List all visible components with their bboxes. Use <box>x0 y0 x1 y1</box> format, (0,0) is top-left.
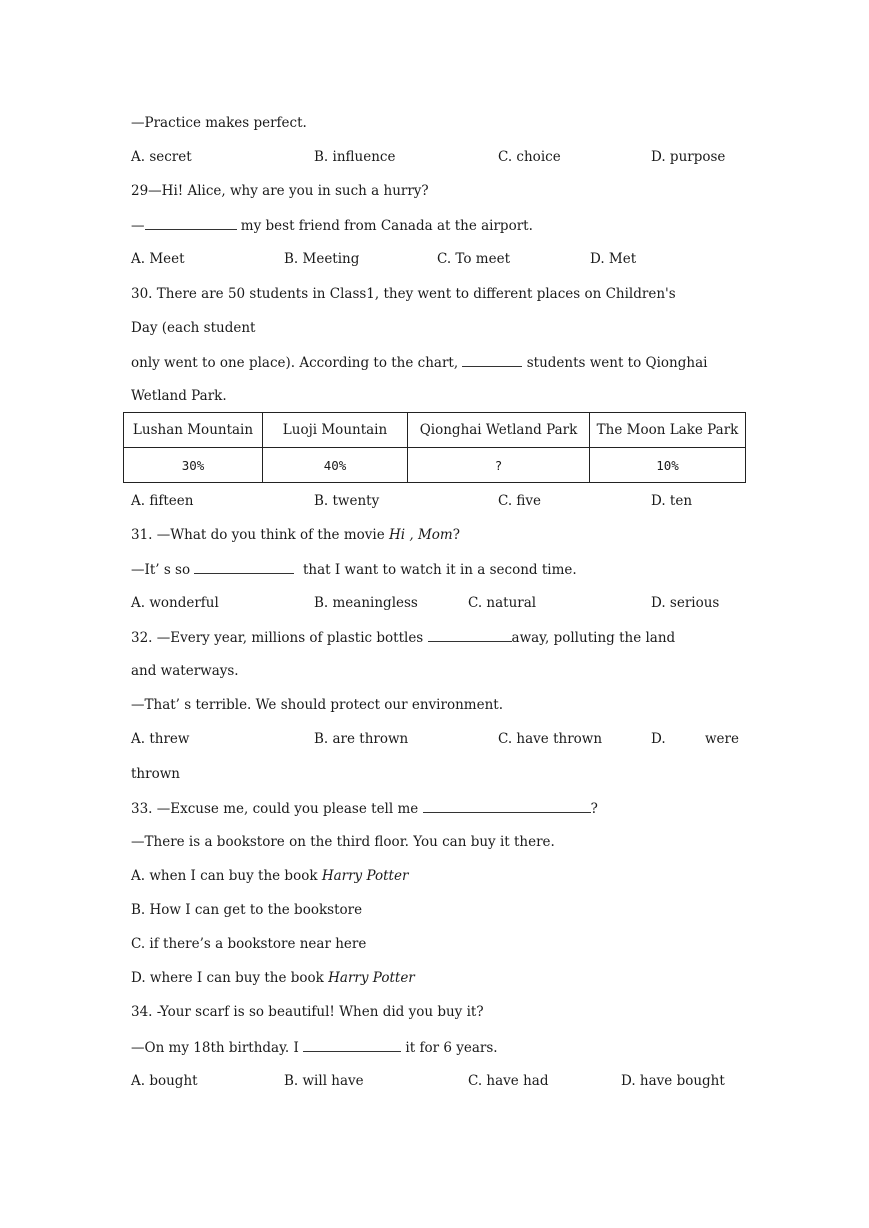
table-header-cell: The Moon Lake Park <box>590 413 746 448</box>
q32-reply: —That’ s terrible. We should protect our environment. <box>131 697 503 713</box>
q31-answer-blank <box>194 560 294 574</box>
q33-option-d-book: Harry Potter <box>328 970 415 986</box>
q30-line-3-suffix: students went to Qionghai <box>522 355 708 371</box>
q32-line-1 <box>131 628 675 647</box>
table-header-row <box>124 413 746 448</box>
q29-option-a: A. Meet <box>131 251 185 267</box>
q32-line-1-suffix: away, polluting the land <box>511 630 676 646</box>
q34-answer-blank <box>303 1038 401 1052</box>
table-header-cell: Luoji Mountain <box>263 413 408 448</box>
q34-option-a: A. bought <box>131 1073 198 1089</box>
q32-option-b: B. are thrown <box>314 731 409 747</box>
q33-option-d-text: D. where I can buy the book <box>131 970 329 986</box>
q31-reply-prefix: —It’ s so <box>131 562 195 578</box>
q30-line-1: 30. There are 50 students in Class1, they went to different places on Children's <box>131 286 676 302</box>
q33-option-a-text: A. when I can buy the book <box>131 868 322 884</box>
q30-option-c: C. five <box>498 493 542 509</box>
q28-option-d: D. purpose <box>651 149 726 165</box>
table-value-cell: 40% <box>263 448 408 483</box>
q30-line-3-prefix: only went to one place). According to the chart, <box>131 355 463 371</box>
q31-option-c: C. natural <box>468 595 537 611</box>
table-value-cell: 30% <box>124 448 263 483</box>
q33-answer-blank <box>423 799 591 813</box>
q30-percentage-table <box>123 412 746 483</box>
q30-line-2: Day (each student <box>131 320 256 336</box>
q29-reply <box>131 216 533 235</box>
q33-question-prefix: 33. —Excuse me, could you please tell me <box>131 801 423 817</box>
q34-reply-suffix: it for 6 years. <box>401 1040 498 1056</box>
q33-question-suffix: ? <box>590 801 598 817</box>
q31-movie-title: Hi , Mom <box>388 527 453 543</box>
q34-option-b: B. will have <box>284 1073 364 1089</box>
q28-answer-line: —Practice makes perfect. <box>131 115 307 131</box>
q31-option-d: D. serious <box>651 595 720 611</box>
q32-option-d-text: were <box>705 731 739 747</box>
q32-option-a: A. threw <box>131 731 190 747</box>
q33-option-d <box>131 969 415 987</box>
q34-question: 34. -Your scarf is so beautiful! When did you buy it? <box>131 1004 484 1020</box>
q33-reply: —There is a bookstore on the third floor. You can buy it there. <box>131 834 555 850</box>
q32-answer-blank <box>428 628 512 642</box>
q31-question <box>131 526 460 544</box>
q31-reply-suffix: that I want to watch it in a second time. <box>294 562 577 578</box>
q31-option-a: A. wonderful <box>131 595 219 611</box>
q34-option-d: D. have bought <box>621 1073 725 1089</box>
q29-question: 29—Hi! Alice, why are you in such a hurry? <box>131 183 429 199</box>
q28-option-c: C. choice <box>498 149 561 165</box>
table-value-cell: ? <box>408 448 590 483</box>
q30-option-a: A. fifteen <box>131 493 194 509</box>
q30-option-b: B. twenty <box>314 493 380 509</box>
q30-line-4: Wetland Park. <box>131 388 227 404</box>
q29-reply-suffix: my best friend from Canada at the airport. <box>236 218 533 234</box>
table-value-row <box>124 448 746 483</box>
q29-reply-prefix: — <box>131 218 145 234</box>
q31-option-b: B. meaningless <box>314 595 418 611</box>
q32-line-2: and waterways. <box>131 663 239 679</box>
q33-option-b: B. How I can get to the bookstore <box>131 902 363 918</box>
q33-option-a-book: Harry Potter <box>321 868 409 884</box>
q31-question-suffix: ? <box>452 527 460 543</box>
table-header-cell: Lushan Mountain <box>124 413 263 448</box>
table-header-cell: Qionghai Wetland Park <box>408 413 590 448</box>
q29-answer-blank <box>145 216 237 230</box>
q29-option-c: C. To meet <box>437 251 511 267</box>
q30-line-3 <box>131 353 707 372</box>
q28-option-a: A. secret <box>131 149 192 165</box>
q34-reply-prefix: —On my 18th birthday. I <box>131 1040 304 1056</box>
q30-option-d: D. ten <box>651 493 693 509</box>
q33-option-c: C. if there’s a bookstore near here <box>131 936 367 952</box>
q32-option-d-letter: D. <box>651 731 666 747</box>
q32-option-c: C. have thrown <box>498 731 603 747</box>
q29-option-d: D. Met <box>590 251 637 267</box>
table-value-cell: 10% <box>590 448 746 483</box>
q30-answer-blank <box>462 353 522 367</box>
q31-question-prefix: 31. —What do you think of the movie <box>131 527 389 543</box>
q34-reply <box>131 1038 498 1057</box>
q32-option-d-wrap: thrown <box>131 766 180 782</box>
q28-option-b: B. influence <box>314 149 396 165</box>
q31-reply <box>131 560 577 579</box>
q34-option-c: C. have had <box>468 1073 549 1089</box>
q33-question <box>131 799 598 818</box>
q33-option-a <box>131 867 408 885</box>
q29-option-b: B. Meeting <box>284 251 360 267</box>
q32-line-1-prefix: 32. —Every year, millions of plastic bottles <box>131 630 428 646</box>
